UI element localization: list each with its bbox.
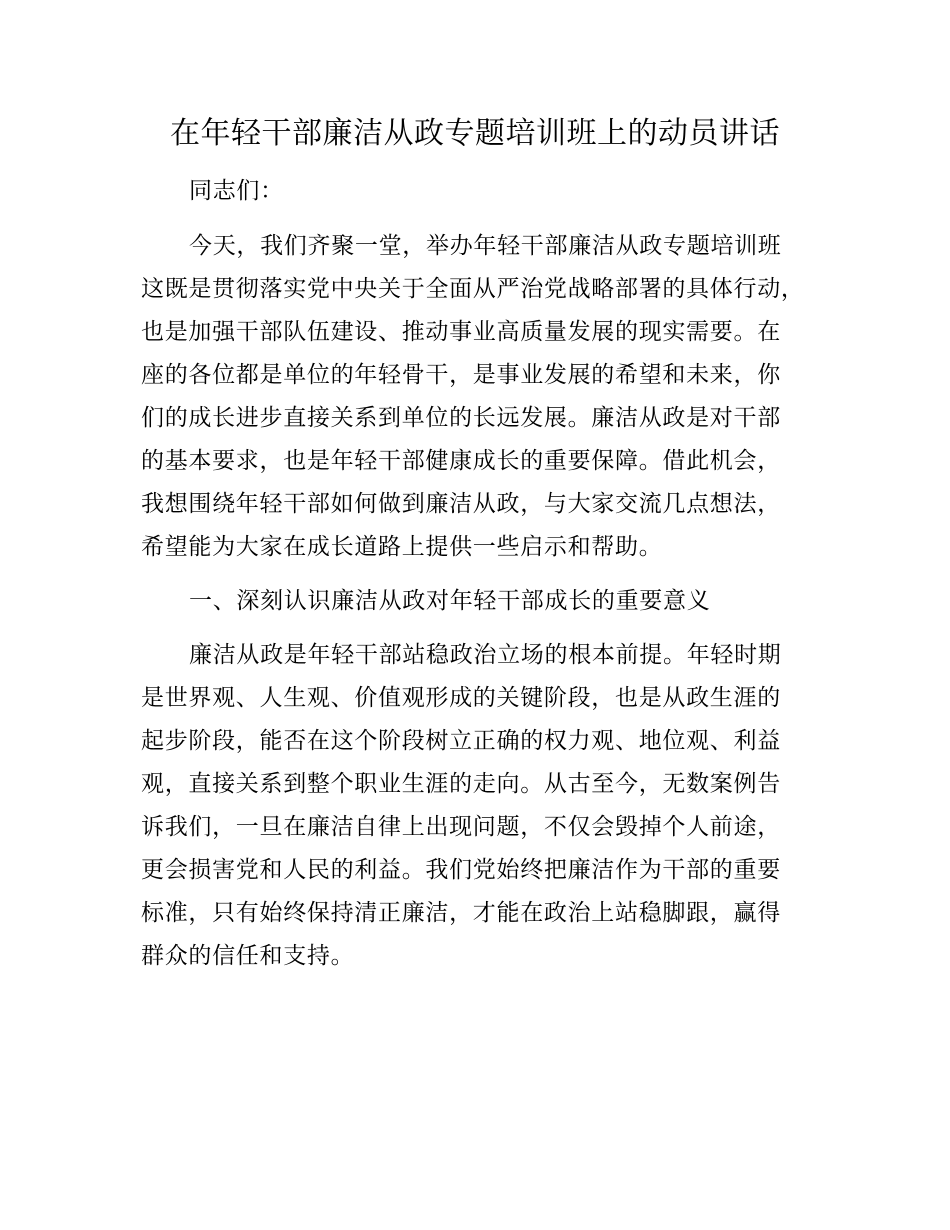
document-title: 在年轻干部廉洁从政专题培训班上的动员讲话 xyxy=(170,116,780,151)
paragraph-1-line: 这既是贯彻落实党中央关于全面从严治党战略部署的具体行动， xyxy=(141,276,805,302)
paragraph-1-line: 的基本要求，也是年轻干部健康成长的重要保障。借此机会， xyxy=(141,448,781,474)
paragraph-1-line: 座的各位都是单位的年轻骨干，是事业发展的希望和未来，你 xyxy=(141,362,781,388)
salutation: 同志们： xyxy=(189,178,284,204)
paragraph-2-line: 起步阶段，能否在这个阶段树立正确的权力观、地位观、利益 xyxy=(141,728,781,754)
paragraph-1-line: 也是加强干部队伍建设、推动事业高质量发展的现实需要。在 xyxy=(141,319,781,345)
paragraph-1-line: 今天，我们齐聚一堂，举办年轻干部廉洁从政专题培训班 xyxy=(189,233,782,259)
paragraph-2-line: 观，直接关系到整个职业生涯的走向。从古至今，无数案例告 xyxy=(141,771,781,797)
paragraph-2-line: 群众的信任和支持。 xyxy=(141,943,355,969)
paragraph-2-line: 诉我们，一旦在廉洁自律上出现问题，不仅会毁掉个人前途， xyxy=(141,814,781,840)
paragraph-2-line: 标准，只有始终保持清正廉洁，才能在政治上站稳脚跟，赢得 xyxy=(141,900,781,926)
paragraph-1-line: 们的成长进步直接关系到单位的长远发展。廉洁从政是对干部 xyxy=(141,405,781,431)
paragraph-2-line: 是世界观、人生观、价值观形成的关键阶段，也是从政生涯的 xyxy=(141,685,781,711)
paragraph-2-line: 更会损害党和人民的利益。我们党始终把廉洁作为干部的重要 xyxy=(141,857,781,883)
section-1-heading: 一、深刻认识廉洁从政对年轻干部成长的重要意义 xyxy=(189,588,711,614)
paragraph-2-line: 廉洁从政是年轻干部站稳政治立场的根本前提。年轻时期 xyxy=(189,642,782,668)
paragraph-1-line: 我想围绕年轻干部如何做到廉洁从政，与大家交流几点想法， xyxy=(141,491,781,517)
paragraph-1-line: 希望能为大家在成长道路上提供一些启示和帮助。 xyxy=(141,534,663,560)
